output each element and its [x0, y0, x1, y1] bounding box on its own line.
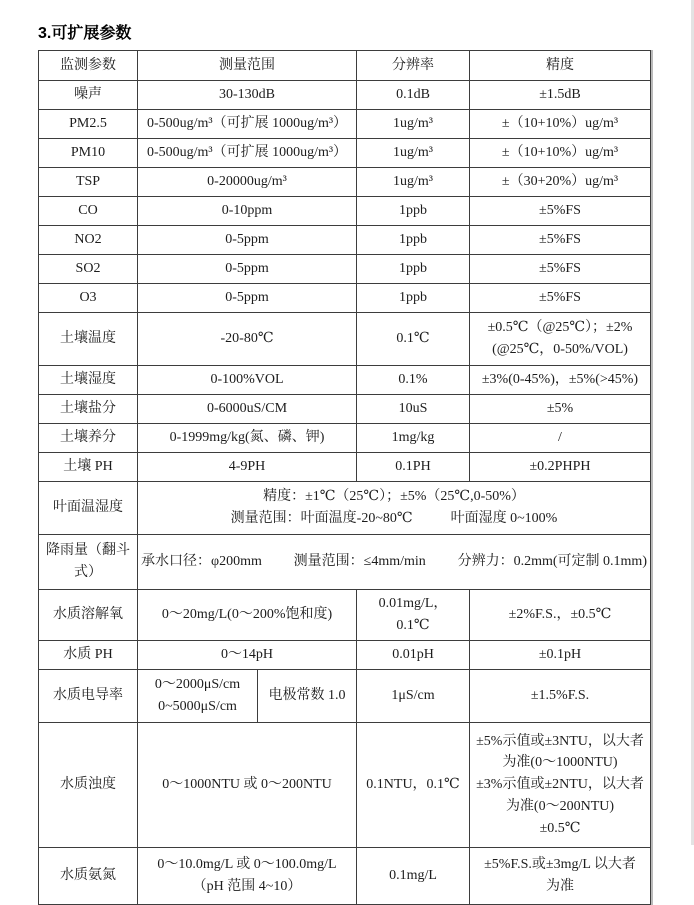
- leaf-range-temp: 测量范围：叶面温度-20~80℃: [230, 511, 413, 526]
- table-row-soil-nutrient: [39, 424, 651, 453]
- header-accuracy: 精度: [470, 51, 651, 81]
- table-row-tsp: [39, 168, 651, 197]
- header-param: 监测参数: [39, 51, 138, 81]
- turbidity-accuracy-line1: ±5%示值或±3NTU，以大者: [476, 733, 644, 749]
- cell-soil-ph-range: 4-9PH: [138, 453, 357, 482]
- cell-tsp-accuracy: ±（30+20%）ug/m³: [470, 168, 651, 197]
- cell-do-param: 水质溶解氧: [39, 590, 138, 641]
- ammonia-range-line1: 0～10.0mg/L 或 0～100.0mg/L: [157, 857, 337, 873]
- cell-no2-range: 0-5ppm: [138, 226, 357, 255]
- cell-soil-ph-param: 土壤 PH: [39, 453, 138, 482]
- cell-pm25-resolution: 1ug/m³: [357, 110, 470, 139]
- cell-o3-resolution: 1ppb: [357, 284, 470, 313]
- cell-soil-nutrient-range: 0-1999mg/kg(氮、磷、钾): [138, 424, 357, 453]
- cell-soil-moisture-param: 土壤湿度: [39, 366, 138, 395]
- cell-soil-temp-param: 土壤温度: [39, 313, 138, 366]
- table-row-conductivity: [39, 670, 651, 723]
- header-resolution: 分辨率: [357, 51, 470, 81]
- cell-conductivity-range: [138, 670, 258, 723]
- cell-soil-temp-range: -20-80℃: [138, 313, 357, 366]
- cell-so2-accuracy: ±5%FS: [470, 255, 651, 284]
- soil-temp-accuracy-line2: (@25℃，0-50%/VOL): [492, 342, 628, 357]
- table-row-soil-ph: [39, 453, 651, 482]
- do-resolution-line1: 0.01mg/L，: [378, 596, 448, 612]
- cell-water-ph-range: 0～14pH: [138, 641, 357, 670]
- cell-soil-nutrient-accuracy: /: [470, 424, 651, 453]
- cell-pm10-resolution: 1ug/m³: [357, 139, 470, 168]
- cell-noise-resolution: 0.1dB: [357, 81, 470, 110]
- table-row-pm25: [39, 110, 651, 139]
- cell-soil-salinity-range: 0-6000uS/CM: [138, 395, 357, 424]
- cell-soil-moisture-accuracy: ±3%(0-45%)，±5%(>45%): [470, 366, 651, 395]
- cell-ammonia-param: 水质氨氮: [39, 848, 138, 905]
- rainfall-param-line2: 式）: [74, 565, 102, 580]
- cell-turbidity-accuracy: [470, 723, 651, 848]
- cell-do-accuracy: ±2%F.S.，±0.5℃: [470, 590, 651, 641]
- cell-pm10-range: 0-500ug/m³（可扩展 1000ug/m³）: [138, 139, 357, 168]
- cell-no2-param: NO2: [39, 226, 138, 255]
- cell-conductivity-resolution: 1μS/cm: [357, 670, 470, 723]
- page-title: 3.可扩展参数: [38, 25, 132, 42]
- table-row-co: [39, 197, 651, 226]
- table-row-so2: [39, 255, 651, 284]
- ammonia-accuracy-line1: ±5%F.S.或±3mg/L 以大者: [484, 857, 636, 873]
- cell-soil-nutrient-param: 土壤养分: [39, 424, 138, 453]
- cell-soil-ph-resolution: 0.1PH: [357, 453, 470, 482]
- cell-co-accuracy: ±5%FS: [470, 197, 651, 226]
- table-row-soil-moisture: [39, 366, 651, 395]
- table-row-rainfall: [39, 535, 651, 590]
- cell-water-ph-resolution: 0.01pH: [357, 641, 470, 670]
- cell-turbidity-resolution: 0.1NTU，0.1℃: [357, 723, 470, 848]
- ammonia-accuracy-line2: 为准: [546, 879, 574, 894]
- cell-leaf-merged: [138, 482, 651, 535]
- cell-soil-salinity-param: 土壤盐分: [39, 395, 138, 424]
- cell-co-range: 0-10ppm: [138, 197, 357, 226]
- conductivity-range-line1: 0～2000μS/cm: [154, 677, 241, 693]
- cell-pm10-accuracy: ±（10+10%）ug/m³: [470, 139, 651, 168]
- cell-soil-moisture-range: 0-100%VOL: [138, 366, 357, 395]
- cell-pm10-param: PM10: [39, 139, 138, 168]
- rainfall-param-line1: 降雨量（翻斗: [46, 543, 130, 559]
- soil-temp-accuracy-line1: ±0.5℃（@25℃）；±2%: [487, 320, 633, 336]
- spec-table: [38, 50, 651, 905]
- cell-soil-temp-accuracy: [470, 313, 651, 366]
- table-row-noise: [39, 81, 651, 110]
- cell-conductivity-param: 水质电导率: [39, 670, 138, 723]
- cell-co-param: CO: [39, 197, 138, 226]
- cell-water-ph-accuracy: ±0.1pH: [470, 641, 651, 670]
- table-row-leaf: [39, 482, 651, 535]
- cell-rainfall-param: [39, 535, 138, 590]
- table-row-water-ph: [39, 641, 651, 670]
- cell-no2-accuracy: ±5%FS: [470, 226, 651, 255]
- cell-water-ph-param: 水质 PH: [39, 641, 138, 670]
- header-row: [39, 51, 651, 81]
- cell-leaf-param: 叶面温湿度: [39, 482, 138, 535]
- do-resolution-line2: 0.1℃: [396, 618, 430, 633]
- cell-soil-salinity-resolution: 10uS: [357, 395, 470, 424]
- cell-o3-param: O3: [39, 284, 138, 313]
- cell-soil-nutrient-resolution: 1mg/kg: [357, 424, 470, 453]
- cell-soil-ph-accuracy: ±0.2PHPH: [470, 453, 651, 482]
- cell-ammonia-accuracy: [470, 848, 651, 905]
- cell-noise-accuracy: ±1.5dB: [470, 81, 651, 110]
- cell-tsp-param: TSP: [39, 168, 138, 197]
- turbidity-accuracy-line3: ±3%示值或±2NTU，以大者: [476, 777, 644, 793]
- cell-o3-range: 0-5ppm: [138, 284, 357, 313]
- cell-co-resolution: 1ppb: [357, 197, 470, 226]
- rainfall-spec-line: [141, 551, 647, 573]
- cell-so2-resolution: 1ppb: [357, 255, 470, 284]
- conductivity-range-line2: 0~5000μS/cm: [158, 699, 237, 714]
- table-row-soil-temp: [39, 313, 651, 366]
- leaf-range-humidity: 叶面湿度 0~100%: [450, 511, 558, 526]
- cell-tsp-resolution: 1ug/m³: [357, 168, 470, 197]
- cell-so2-range: 0-5ppm: [138, 255, 357, 284]
- cell-soil-moisture-resolution: 0.1%: [357, 366, 470, 395]
- rainfall-orifice: 承水口径：φ200mm: [141, 554, 262, 570]
- ammonia-range-line2: （pH 范围 4~10）: [192, 879, 302, 894]
- table-row-ammonia: [39, 848, 651, 905]
- cell-noise-param: 噪声: [39, 81, 138, 110]
- table-row-pm10: [39, 139, 651, 168]
- cell-pm25-range: 0-500ug/m³（可扩展 1000ug/m³）: [138, 110, 357, 139]
- table-row-turbidity: [39, 723, 651, 848]
- cell-conductivity-accuracy: ±1.5%F.S.: [470, 670, 651, 723]
- cell-tsp-range: 0-20000ug/m³: [138, 168, 357, 197]
- cell-so2-param: SO2: [39, 255, 138, 284]
- cell-pm25-param: PM2.5: [39, 110, 138, 139]
- cell-no2-resolution: 1ppb: [357, 226, 470, 255]
- cell-do-resolution: [357, 590, 470, 641]
- header-range: 测量范围: [138, 51, 357, 81]
- turbidity-accuracy-line2: 为准(0～1000NTU): [502, 755, 618, 771]
- table-row-dissolved-oxygen: [39, 590, 651, 641]
- cell-pm25-accuracy: ±（10+10%）ug/m³: [470, 110, 651, 139]
- cell-turbidity-param: 水质浊度: [39, 723, 138, 848]
- leaf-spec-line1: 精度：±1℃（25℃）；±5%（25℃,0-50%）: [263, 489, 525, 505]
- table-row-o3: [39, 284, 651, 313]
- cell-soil-temp-resolution: 0.1℃: [357, 313, 470, 366]
- leaf-spec-line2: [141, 508, 647, 530]
- cell-turbidity-range: 0～1000NTU 或 0～200NTU: [138, 723, 357, 848]
- cell-ammonia-range: [138, 848, 357, 905]
- cell-soil-salinity-accuracy: ±5%: [470, 395, 651, 424]
- table-row-no2: [39, 226, 651, 255]
- cell-ammonia-resolution: 0.1mg/L: [357, 848, 470, 905]
- rainfall-range: 测量范围：≤4mm/min: [293, 554, 426, 570]
- cell-conductivity-electrode: 电极常数 1.0: [258, 670, 357, 723]
- turbidity-accuracy-line5: ±0.5℃: [539, 820, 581, 836]
- cell-o3-accuracy: ±5%FS: [470, 284, 651, 313]
- turbidity-accuracy-line4: 为准(0～200NTU): [505, 798, 615, 814]
- cell-rainfall-merged: [138, 535, 651, 590]
- cell-do-range: 0～20mg/L(0～200%饱和度): [138, 590, 357, 641]
- rainfall-resolution: 分辨力：0.2mm(可定制 0.1mm): [457, 554, 647, 570]
- table-row-soil-salinity: [39, 395, 651, 424]
- cell-noise-range: 30-130dB: [138, 81, 357, 110]
